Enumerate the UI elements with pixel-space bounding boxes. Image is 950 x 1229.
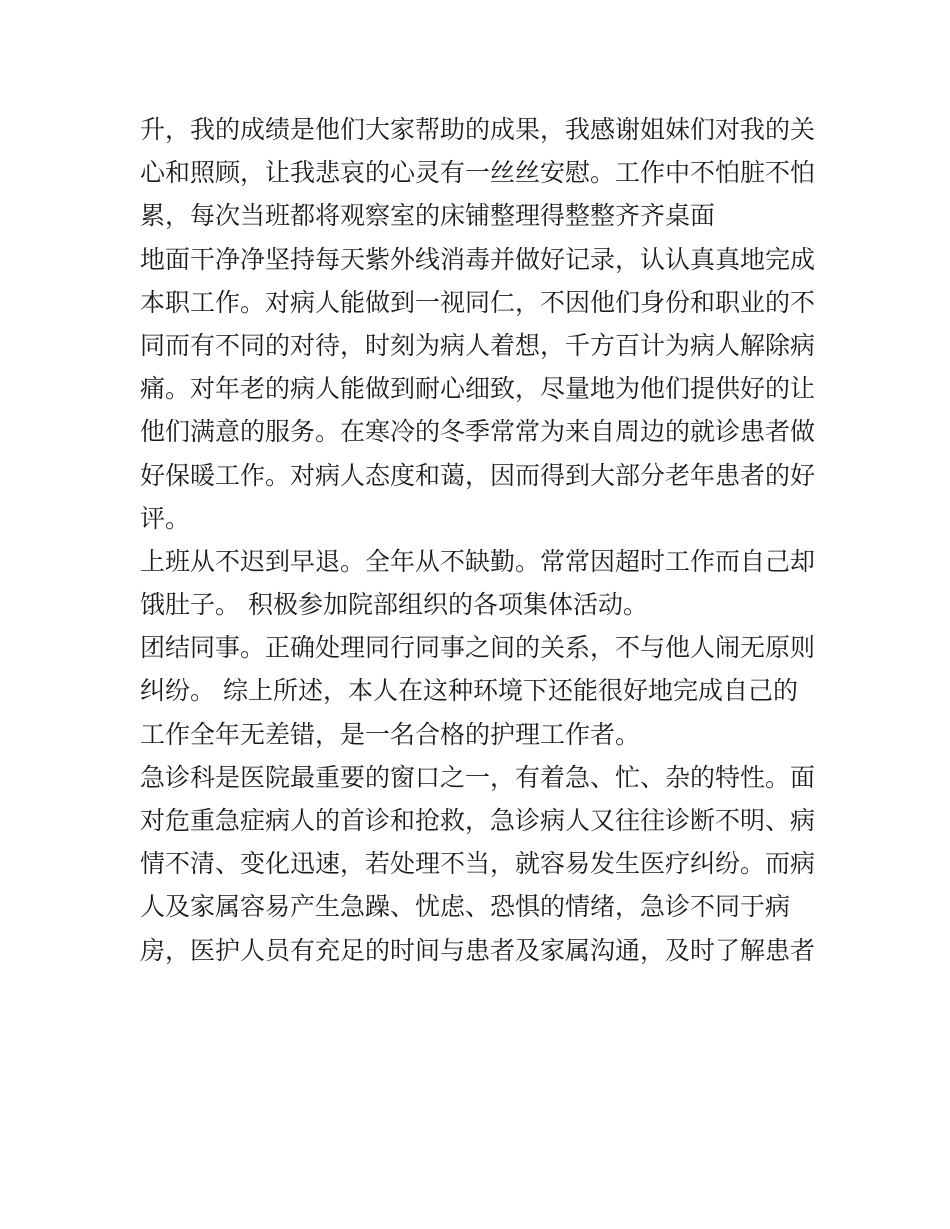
text-line: 同而有不同的对待，时刻为病人着想，千方百计为病人解除病 xyxy=(140,330,816,360)
text-line: 急诊科是医院最重要的窗口之一，有着急、忙、杂的特性。面 xyxy=(140,762,816,792)
text-line: 房，医护人员有充足的时间与患者及家属沟通，及时了解患者 xyxy=(140,935,816,965)
text-line: 累，每次当班都将观察室的床铺整理得整整齐齐桌面 xyxy=(140,201,716,231)
text-line: 人及家属容易产生急躁、忧虑、恐惧的情绪，急诊不同于病 xyxy=(140,892,791,922)
text-line: 评。 xyxy=(140,503,191,533)
document-body xyxy=(140,108,820,972)
text-line: 饿肚子。 积极参加院部组织的各项集体活动。 xyxy=(140,590,648,620)
text-line: 心和照顾，让我悲哀的心灵有一丝丝安慰。工作中不怕脏不怕 xyxy=(140,158,816,188)
text-line: 地面干净净坚持每天紫外线消毒并做好记录，认认真真地完成 xyxy=(140,244,816,274)
text-line: 对危重急症病人的首诊和抢救，急诊病人又往往诊断不明、病 xyxy=(140,806,816,835)
text-line: 本职工作。对病人能做到一视同仁，不因他们身份和职业的不 xyxy=(140,287,816,317)
text-line: 痛。对年老的病人能做到耐心细致，尽量地为他们提供好的让 xyxy=(140,374,816,404)
text-line: 纠纷。 综上所述，本人在这种环境下还能很好地完成自己的 xyxy=(140,676,798,706)
text-line: 上班从不迟到早退。全年从不缺勤。常常因超时工作而自己却 xyxy=(140,546,816,576)
text-line: 情不清、变化迅速，若处理不当，就容易发生医疗纠纷。而病 xyxy=(140,849,816,879)
text-line: 他们满意的服务。在寒冷的冬季常常为来自周边的就诊患者做 xyxy=(140,417,816,447)
text-line: 工作全年无差错，是一名合格的护理工作者。 xyxy=(140,719,641,749)
text-line: 团结同事。正确处理同行同事之间的关系，不与他人闹无原则 xyxy=(140,633,816,663)
text-line: 好保暖工作。对病人态度和蔼，因而得到大部分老年患者的好 xyxy=(140,460,816,490)
text-line: 升，我的成绩是他们大家帮助的成果，我感谢姐妹们对我的关 xyxy=(140,115,816,144)
